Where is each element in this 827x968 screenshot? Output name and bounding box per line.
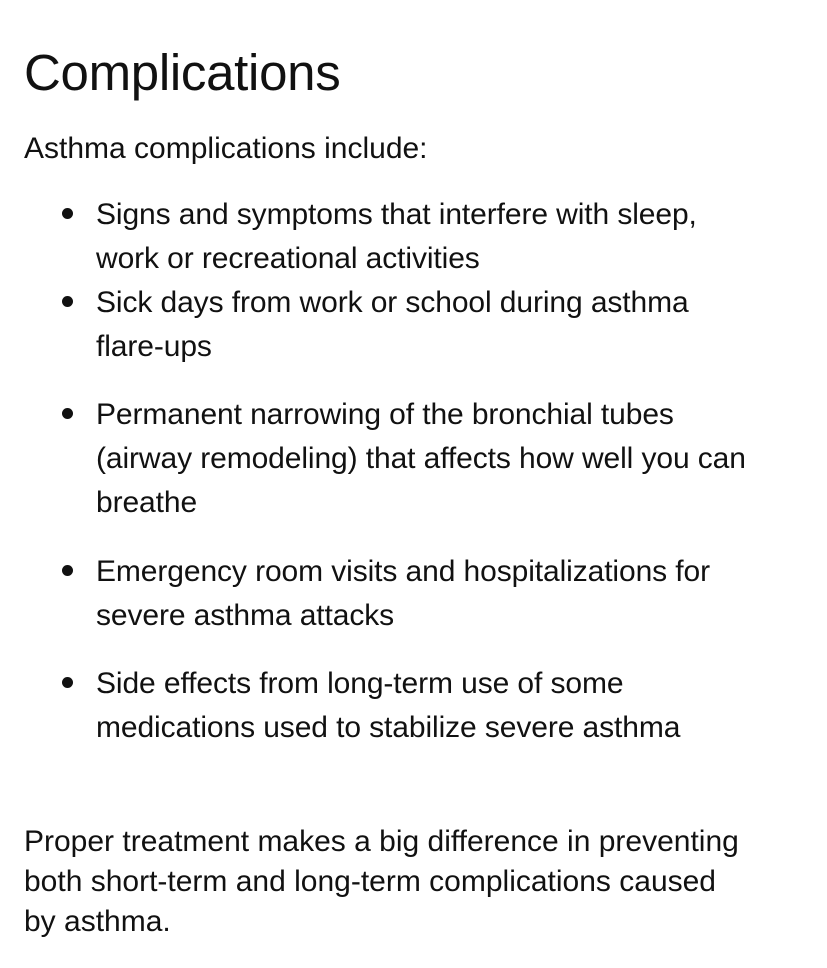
list-item-line: severe asthma attacks: [96, 599, 395, 632]
list-item-line: Sick days from work or school during asthma: [96, 286, 689, 319]
bullet-icon: [62, 408, 73, 419]
list-item-line: Emergency room visits and hospitalizations for: [96, 555, 711, 588]
conclusion-line: by asthma.: [24, 905, 171, 938]
intro-text: Asthma complications include:: [24, 132, 428, 165]
bullet-icon: [62, 208, 73, 219]
bullet-icon: [62, 565, 73, 576]
list-item-text: [96, 393, 814, 525]
list-item-text: [96, 550, 814, 638]
conclusion-line: Proper treatment makes a big difference in preventing: [24, 825, 739, 858]
list-item-line: work or recreational activities: [96, 242, 480, 275]
conclusion-line: both short-term and long-term complications caused: [24, 865, 716, 898]
list-item-line: medications used to stabilize severe asthma: [96, 711, 681, 744]
list-item-line: Side effects from long-term use of some: [96, 667, 624, 700]
list-item-line: Signs and symptoms that interfere with sleep,: [96, 198, 697, 231]
section-heading: Complications: [24, 44, 341, 101]
list-item-line: (airway remodeling) that affects how well you can: [96, 442, 746, 475]
list-item-line: flare-ups: [96, 330, 212, 363]
conclusion-paragraph: [24, 822, 814, 942]
list-item-text: [96, 281, 814, 369]
list-item-text: [96, 193, 814, 281]
list-item-line: breathe: [96, 486, 198, 519]
list-item-text: [96, 662, 814, 750]
bullet-icon: [62, 296, 73, 307]
list-item-line: Permanent narrowing of the bronchial tubes: [96, 398, 674, 431]
bullet-icon: [62, 677, 73, 688]
